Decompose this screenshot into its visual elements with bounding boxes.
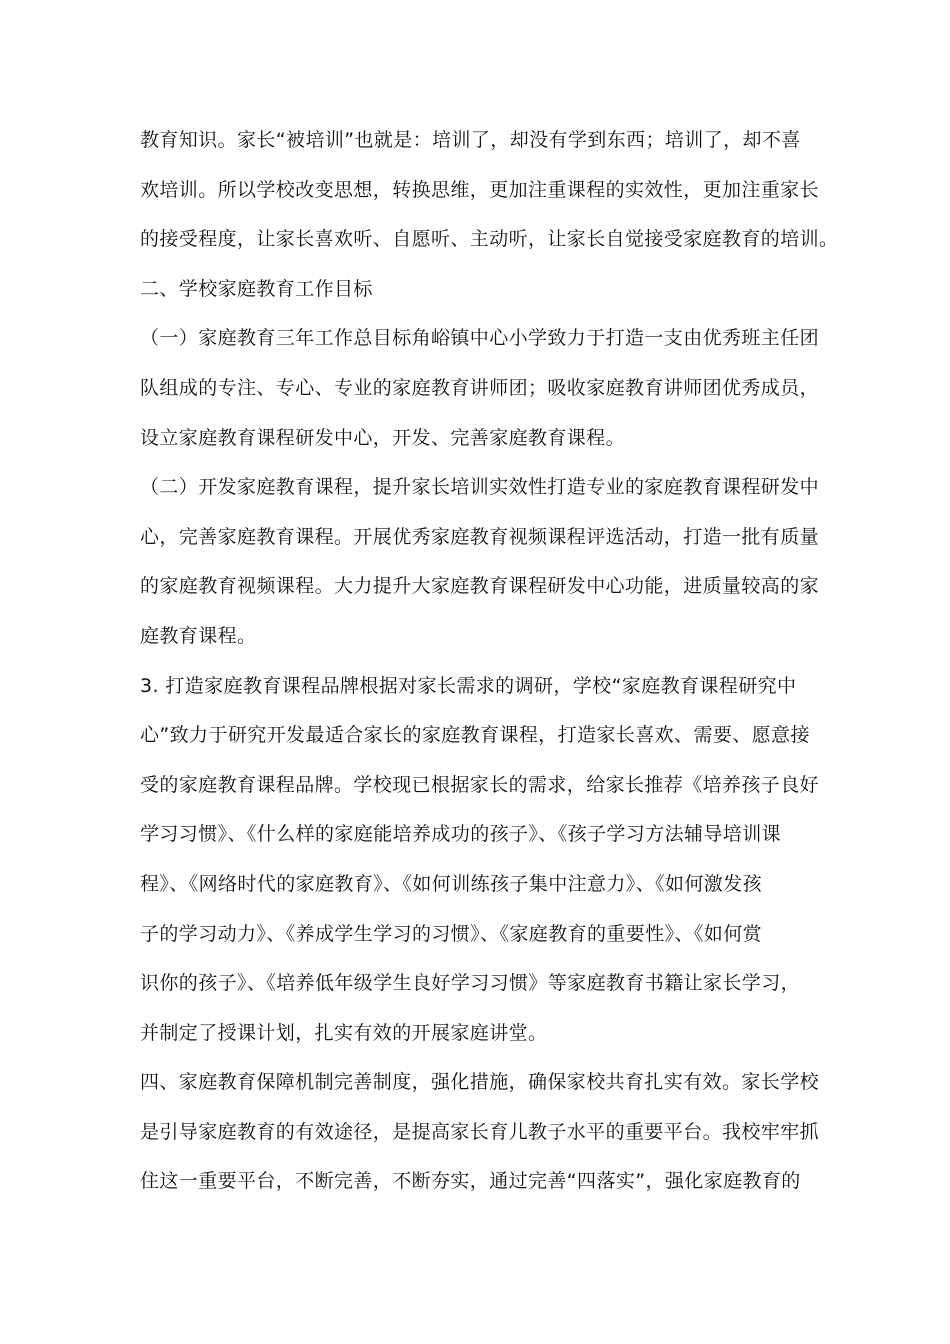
text-line: 3. 打造家庭教育课程品牌根据对家长需求的调研，学校“家庭教育课程研究中 (140, 674, 797, 697)
text-line: 是引导家庭教育的有效途径，是提高家长育儿教子水平的重要平台。我校牢牢抓 (140, 1120, 820, 1143)
text-line: 庭教育课程。 (140, 624, 257, 647)
text-line: 住这一重要平台，不断完善，不断夯实，通过完善“四落实”，强化家庭教育的 (140, 1170, 801, 1193)
text-line: 的家庭教育视频课程。大力提升大家庭教育课程研发中心功能，进质量较高的家 (140, 575, 820, 598)
section-heading: 二、学校家庭教育工作目标 (140, 277, 373, 300)
text-line: 教育知识。家长“被培训”也就是：培训了，却没有学到东西；培训了，却不喜 (140, 129, 801, 151)
text-line: 程》、《网络时代的家庭教育》、《如何训练孩子集中注意力》、《如何激发孩 (140, 872, 763, 895)
text-line: 受的家庭教育课程品牌。学校现已根据家长的需求，给家长推荐《培养孩子良好 (140, 773, 820, 796)
text-line: 心”致力于研究开发最适合家长的家庭教育课程，打造家长喜欢、需要、愿意接 (140, 724, 810, 747)
text-line: 并制定了授课计划，扎实有效的开展家庭讲堂。 (140, 1021, 548, 1044)
text-line: 识你的孩子》、《培养低年级学生良好学习习惯》等家庭教育书籍让家长学习， (140, 972, 801, 995)
text-line: 欢培训。所以学校改变思想，转换思维，更加注重课程的实效性，更加注重家长 (140, 178, 820, 201)
text-line: 设立家庭教育课程研发中心，开发、完善家庭教育课程。 (140, 426, 626, 449)
text-line: 队组成的专注、专心、专业的家庭教育讲师团；吸收家庭教育讲师团优秀成员， (140, 376, 820, 399)
document-body (140, 122, 839, 1213)
text-line: 的接受程度，让家长喜欢听、自愿听、主动听，让家长自觉接受家庭教育的培训。 (140, 228, 839, 251)
text-line: 心，完善家庭教育课程。开展优秀家庭教育视频课程评选活动，打造一批有质量 (140, 525, 820, 548)
text-line: 子的学习动力》、《养成学生学习的习惯》、《家庭教育的重要性》、《如何赏 (140, 922, 763, 945)
text-line: 学习习惯》、《什么样的家庭能培养成功的孩子》、《孩子学习方法辅导培训课 (140, 823, 782, 846)
text-line: （一）家庭教育三年工作总目标角峪镇中心小学致力于打造一支由优秀班主任团 (140, 327, 820, 350)
text-line: 四、家庭教育保障机制完善制度，强化措施，确保家校共育扎实有效。家长学校 (140, 1071, 820, 1094)
text-line: （二）开发家庭教育课程，提升家长培训实效性打造专业的家庭教育课程研发中 (140, 476, 820, 499)
